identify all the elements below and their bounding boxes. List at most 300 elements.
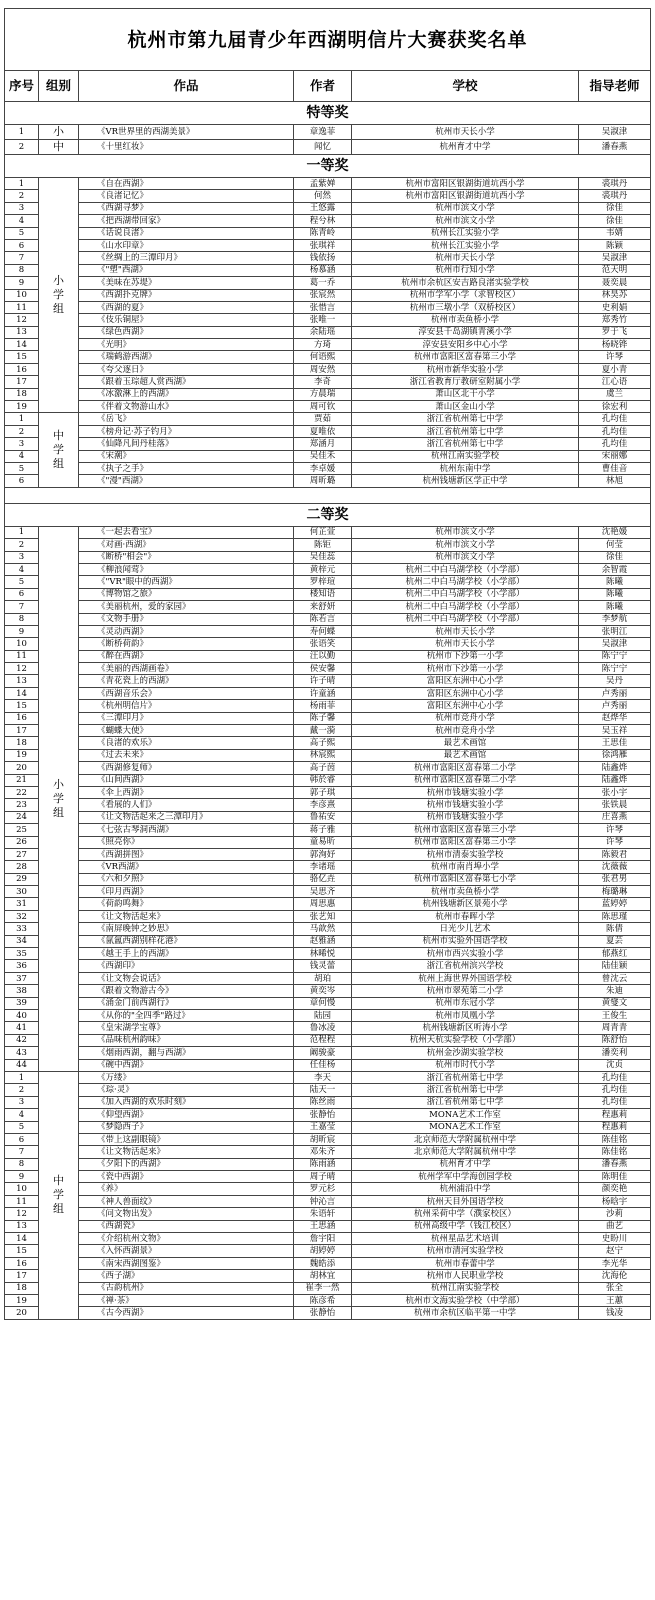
table-row: [5, 1010, 651, 1022]
author-name: 罗梓瑄: [294, 576, 352, 588]
row-index: 10: [5, 638, 39, 650]
teacher-name: 何莹: [579, 539, 651, 551]
table-row: [5, 301, 651, 313]
teacher-name: 庄喜燕: [579, 811, 651, 823]
row-index: 1: [5, 413, 39, 425]
row-index: 3: [5, 1096, 39, 1108]
work-title: 《看展的人们》: [79, 799, 294, 811]
teacher-name: 陈毅君: [579, 848, 651, 860]
teacher-name: 余智霞: [579, 563, 651, 575]
work-title: 《六和夕照》: [79, 873, 294, 885]
school-name: 浙江省杭州滨兴学校: [352, 960, 579, 972]
page-title: 杭州市第九届青少年西湖明信片大赛获奖名单: [5, 9, 651, 71]
table-row: [5, 1257, 651, 1269]
teacher-name: 聂奕晨: [579, 277, 651, 289]
author-name: 郭洵妤: [294, 848, 352, 860]
school-name: 浙江省杭州第七中学: [352, 438, 579, 450]
row-index: 32: [5, 910, 39, 922]
table-row: [5, 178, 651, 190]
work-title: 《伴着文物游山水》: [79, 401, 294, 413]
author-name: 童易昕: [294, 836, 352, 848]
author-name: 李诸瑶: [294, 861, 352, 873]
school-name: 北京师范大学附属杭州中学: [352, 1146, 579, 1158]
row-index: 5: [5, 227, 39, 239]
table-row: [5, 774, 651, 786]
author-name: 何芷萱: [294, 526, 352, 538]
teacher-name: 孔均佳: [579, 438, 651, 450]
school-name: 浙江省教育厅教研室附属小学: [352, 376, 579, 388]
table-row: [5, 799, 651, 811]
teacher-name: 许琴: [579, 351, 651, 363]
row-index: 13: [5, 675, 39, 687]
teacher-name: 张铁晨: [579, 799, 651, 811]
author-name: 马歆然: [294, 923, 352, 935]
teacher-name: 卢秀丽: [579, 700, 651, 712]
school-name: 浙江省杭州第七中学: [352, 1096, 579, 1108]
row-index: 12: [5, 314, 39, 326]
table-row: [5, 687, 651, 699]
row-index: 12: [5, 1208, 39, 1220]
teacher-name: 陈宁宁: [579, 650, 651, 662]
author-name: 何然: [294, 190, 352, 202]
teacher-name: 黄燮文: [579, 997, 651, 1009]
work-title: 《对画·西湖》: [79, 539, 294, 551]
work-title: 《蝴蝶大使》: [79, 725, 294, 737]
work-title: 《良渚记忆》: [79, 190, 294, 202]
header-index: 序号: [5, 71, 39, 102]
teacher-name: 李梦航: [579, 613, 651, 625]
row-index: 11: [5, 650, 39, 662]
teacher-name: 夏小青: [579, 363, 651, 375]
teacher-name: 郁燕红: [579, 948, 651, 960]
author-name: 陈青岭: [294, 227, 352, 239]
table-row: [5, 985, 651, 997]
table-row: [5, 712, 651, 724]
group-cell: [39, 1071, 79, 1319]
row-index: 9: [5, 277, 39, 289]
table-row: [5, 625, 651, 637]
school-name: 杭州市滨文小学: [352, 551, 579, 563]
author-name: 罗元杉: [294, 1183, 352, 1195]
teacher-name: 沈薇薇: [579, 861, 651, 873]
row-index: 6: [5, 475, 39, 487]
author-name: 陈丝雨: [294, 1096, 352, 1108]
school-name: MONA艺术工作室: [352, 1121, 579, 1133]
row-index: 12: [5, 663, 39, 675]
table-row: [5, 1233, 651, 1245]
work-title: 《瓷中西湖》: [79, 1171, 294, 1183]
work-title: 《让文物活起来之三潭印月》: [79, 811, 294, 823]
school-name: 杭州市富阳区富春第三小学: [352, 836, 579, 848]
author-name: 张唯一: [294, 314, 352, 326]
table-row: [5, 1133, 651, 1145]
row-index: 25: [5, 824, 39, 836]
row-index: 37: [5, 972, 39, 984]
teacher-name: 范天明: [579, 264, 651, 276]
work-title: 《问文物出发》: [79, 1208, 294, 1220]
teacher-name: 梅璐琳: [579, 886, 651, 898]
school-name: 萧山区金山小学: [352, 401, 579, 413]
teacher-name: 朱迪: [579, 985, 651, 997]
school-name: 杭州二中白马湖学校（小学部）: [352, 576, 579, 588]
table-row: [5, 1084, 651, 1096]
school-name: 杭州二中白马湖学校（小学部）: [352, 601, 579, 613]
author-name: 章何慢: [294, 997, 352, 1009]
author-name: 周思惠: [294, 898, 352, 910]
work-title: 《带上这副眼镜》: [79, 1133, 294, 1145]
work-title: 《"漫"西湖》: [79, 475, 294, 487]
author-name: 许童涵: [294, 687, 352, 699]
work-title: 《西湖的夏》: [79, 301, 294, 313]
row-index: 41: [5, 1022, 39, 1034]
school-name: 杭州市春蕾中学: [352, 1257, 579, 1269]
table-row: [5, 326, 651, 338]
teacher-name: 张明江: [579, 625, 651, 637]
author-name: 贾茹: [294, 413, 352, 425]
row-index: 19: [5, 401, 39, 413]
school-name: 杭州学军中学海创园学校: [352, 1171, 579, 1183]
row-index: 8: [5, 264, 39, 276]
row-index: 43: [5, 1047, 39, 1059]
table-row: [5, 588, 651, 600]
row-index: 5: [5, 1121, 39, 1133]
row-index: 5: [5, 462, 39, 474]
author-name: 余陆瑶: [294, 326, 352, 338]
author-name: 钟沁言: [294, 1195, 352, 1207]
school-name: 杭州市富阳区富春第七小学: [352, 873, 579, 885]
row-index: 7: [5, 252, 39, 264]
table-row: [5, 910, 651, 922]
teacher-name: 吴玉祥: [579, 725, 651, 737]
row-index: 9: [5, 1171, 39, 1183]
table-row: [5, 125, 651, 140]
school-name: 杭州采荷中学（濮家校区）: [352, 1208, 579, 1220]
school-name: 杭州育才中学: [352, 1158, 579, 1170]
teacher-name: 沈艳媛: [579, 526, 651, 538]
work-title: 《山间西湖》: [79, 774, 294, 786]
school-name: 杭州浦沿中学: [352, 1183, 579, 1195]
work-title: 《西湖音乐会》: [79, 687, 294, 699]
teacher-name: 李光华: [579, 1257, 651, 1269]
work-title: 《伞上西湖》: [79, 786, 294, 798]
school-name: 杭州市人民职业学校: [352, 1270, 579, 1282]
table-row: [5, 190, 651, 202]
work-title: 《跟着玉琮超人赏西湖》: [79, 376, 294, 388]
school-name: 杭州市余杭区安吉路良渚实验学校: [352, 277, 579, 289]
author-name: 侯安馨: [294, 663, 352, 675]
work-title: 《把西湖带回家》: [79, 215, 294, 227]
table-row: [5, 227, 651, 239]
row-index: 3: [5, 438, 39, 450]
table-row: [5, 663, 651, 675]
author-name: 林晞悦: [294, 948, 352, 960]
row-index: 1: [5, 178, 39, 190]
table-row: [5, 948, 651, 960]
author-name: 邓朱齐: [294, 1146, 352, 1158]
table-row: [5, 1208, 651, 1220]
table-row: [5, 700, 651, 712]
table-row: [5, 650, 651, 662]
school-name: 杭州二中白马湖学校（小学部）: [352, 563, 579, 575]
work-title: 《仰望西湖》: [79, 1109, 294, 1121]
work-title: 《伎乐铜屋》: [79, 314, 294, 326]
work-title: 《南宋西湖图鉴》: [79, 1257, 294, 1269]
author-name: 胡珀: [294, 972, 352, 984]
teacher-name: 潘奕利: [579, 1047, 651, 1059]
work-title: 《西湖印》: [79, 960, 294, 972]
teacher-name: 潘春燕: [579, 1158, 651, 1170]
school-name: 杭州东南中学: [352, 462, 579, 474]
work-title: 《冰激淋上的西湖》: [79, 388, 294, 400]
header-work: 作品: [79, 71, 294, 102]
teacher-name: 吴淑津: [579, 125, 651, 140]
row-index: 2: [5, 1084, 39, 1096]
teacher-name: 吴淑津: [579, 638, 651, 650]
row-index: 17: [5, 376, 39, 388]
header-teacher: 指导老师: [579, 71, 651, 102]
row-index: 2: [5, 539, 39, 551]
work-title: 《博物馆之旅》: [79, 588, 294, 600]
row-index: 26: [5, 836, 39, 848]
teacher-name: 徐佳: [579, 202, 651, 214]
row-index: 19: [5, 749, 39, 761]
school-name: 杭州市钱塘实验小学: [352, 786, 579, 798]
table-row: [5, 824, 651, 836]
table-row: [5, 1220, 651, 1232]
table-row: [5, 873, 651, 885]
table-row: [5, 413, 651, 425]
row-index: 1: [5, 1071, 39, 1083]
author-name: 黄梓元: [294, 563, 352, 575]
author-name: 李卓媛: [294, 462, 352, 474]
school-name: 杭州市余杭区临平第一中学: [352, 1307, 579, 1319]
header-author: 作者: [294, 71, 352, 102]
teacher-name: 陈佳铭: [579, 1133, 651, 1145]
table-row: [5, 401, 651, 413]
work-title: 《VR世界里的西湖美景》: [79, 125, 294, 140]
work-title: 《山水印章》: [79, 239, 294, 251]
table-row: [5, 960, 651, 972]
author-name: 吴佳禾: [294, 450, 352, 462]
school-name: 北京师范大学附属杭州中学: [352, 1133, 579, 1145]
author-name: 陆天一: [294, 1084, 352, 1096]
school-name: 杭州星品艺术培训: [352, 1233, 579, 1245]
teacher-name: 程惠莉: [579, 1121, 651, 1133]
teacher-name: 曾沈云: [579, 972, 651, 984]
row-index: 34: [5, 935, 39, 947]
author-name: 陈钜: [294, 539, 352, 551]
work-title: 《品味杭州韵味》: [79, 1034, 294, 1046]
work-title: 《荷韵鸣舞》: [79, 898, 294, 910]
group-cell: [39, 526, 79, 1071]
teacher-name: 陆佳颖: [579, 960, 651, 972]
row-index: 17: [5, 725, 39, 737]
author-name: 高子熙: [294, 737, 352, 749]
group-label: 中学组: [53, 1174, 64, 1216]
row-index: 17: [5, 1270, 39, 1282]
school-name: 杭州市钱塘实验小学: [352, 811, 579, 823]
author-name: 杨雨菲: [294, 700, 352, 712]
author-name: 闻忆: [294, 140, 352, 155]
author-name: 戴一漪: [294, 725, 352, 737]
row-index: 13: [5, 1220, 39, 1232]
teacher-name: 虞兰: [579, 388, 651, 400]
author-name: 方琦: [294, 339, 352, 351]
teacher-name: 徐宏利: [579, 401, 651, 413]
school-name: 杭州市清泰实验学校: [352, 848, 579, 860]
table-row: [5, 1282, 651, 1294]
table-row: [5, 388, 651, 400]
author-name: 寿何蝶: [294, 625, 352, 637]
row-index: 1: [5, 526, 39, 538]
table-row: [5, 289, 651, 301]
teacher-name: 赵宁: [579, 1245, 651, 1257]
work-title: 《断桥荷韵》: [79, 638, 294, 650]
teacher-name: 陈舒怡: [579, 1034, 651, 1046]
row-index: 28: [5, 861, 39, 873]
school-name: 浙江省杭州第七中学: [352, 425, 579, 437]
row-index: 11: [5, 301, 39, 313]
work-title: 《美味在苏堤》: [79, 277, 294, 289]
author-name: 陈若言: [294, 613, 352, 625]
author-name: 周子晴: [294, 1171, 352, 1183]
work-title: 《梦隐西子》: [79, 1121, 294, 1133]
author-name: 韩於睿: [294, 774, 352, 786]
teacher-name: 王思佳: [579, 737, 651, 749]
author-name: 鲁冰凌: [294, 1022, 352, 1034]
table-row: [5, 462, 651, 474]
teacher-name: 王俊生: [579, 1010, 651, 1022]
author-name: 胡林宜: [294, 1270, 352, 1282]
author-name: 方晨瑞: [294, 388, 352, 400]
teacher-name: 陈倩: [579, 923, 651, 935]
teacher-name: 郑秀竹: [579, 314, 651, 326]
school-name: 淳安县安阳乡中心小学: [352, 339, 579, 351]
work-title: 《从你的"全四季"路过》: [79, 1010, 294, 1022]
row-index: 18: [5, 1282, 39, 1294]
school-name: 浙江省杭州第七中学: [352, 413, 579, 425]
author-name: 詹宇阳: [294, 1233, 352, 1245]
table-row: [5, 836, 651, 848]
school-name: 杭州市滨文小学: [352, 526, 579, 538]
section-heading: 二等奖: [5, 503, 651, 526]
group-label: 小学组: [53, 777, 64, 819]
section-row: [5, 155, 651, 178]
school-name: 杭州市文海实验学校（中学部）: [352, 1294, 579, 1306]
table-row: [5, 551, 651, 563]
school-name: 富阳区东洲中心小学: [352, 675, 579, 687]
work-title: 《禅·茶》: [79, 1294, 294, 1306]
author-name: 张静怡: [294, 1307, 352, 1319]
school-name: 杭州市富阳区银湖街道坑西小学: [352, 190, 579, 202]
header-school: 学校: [352, 71, 579, 102]
school-name: 杭州市行知小学: [352, 264, 579, 276]
table-row: [5, 1071, 651, 1083]
table-row: [5, 1121, 651, 1133]
teacher-name: 钱凌: [579, 1307, 651, 1319]
table-row: [5, 376, 651, 388]
gap-cell: [5, 487, 651, 503]
teacher-name: 徐佳: [579, 215, 651, 227]
teacher-name: 史利娟: [579, 301, 651, 313]
work-title: 《西湖寻梦》: [79, 202, 294, 214]
table-row: [5, 215, 651, 227]
author-name: 胡婷婷: [294, 1245, 352, 1257]
author-name: 张艺知: [294, 910, 352, 922]
school-name: 淳安县千岛湖镇青溪小学: [352, 326, 579, 338]
work-title: 《神人兽面纹》: [79, 1195, 294, 1207]
table-row: [5, 539, 651, 551]
author-name: 来舒妍: [294, 601, 352, 613]
author-name: 李彦熹: [294, 799, 352, 811]
table-row: [5, 935, 651, 947]
row-index: 4: [5, 563, 39, 575]
work-title: 《西湖瓷》: [79, 1220, 294, 1232]
row-index: 16: [5, 1257, 39, 1269]
school-name: 萧山区北干小学: [352, 388, 579, 400]
row-index: 4: [5, 450, 39, 462]
teacher-name: 史盼川: [579, 1233, 651, 1245]
row-index: 18: [5, 737, 39, 749]
table-row: [5, 1195, 651, 1207]
teacher-name: 孔均佳: [579, 1071, 651, 1083]
row-index: 5: [5, 576, 39, 588]
row-index: 14: [5, 339, 39, 351]
school-name: 杭州市竞舟小学: [352, 712, 579, 724]
table-row: [5, 1307, 651, 1319]
work-title: 《美丽的西湖画卷》: [79, 663, 294, 675]
row-index: 15: [5, 700, 39, 712]
teacher-name: 许琴: [579, 824, 651, 836]
author-name: 朱语轩: [294, 1208, 352, 1220]
teacher-name: 卢秀丽: [579, 687, 651, 699]
row-index: 8: [5, 1158, 39, 1170]
group-cell: [39, 125, 79, 140]
table-row: [5, 1096, 651, 1108]
teacher-name: 宋丽娜: [579, 450, 651, 462]
school-name: 杭州长江实验小学: [352, 227, 579, 239]
table-row: [5, 749, 651, 761]
teacher-name: 江心语: [579, 376, 651, 388]
teacher-name: 吴丹: [579, 675, 651, 687]
teacher-name: 孔均佳: [579, 425, 651, 437]
work-title: 《岳飞》: [79, 413, 294, 425]
author-name: 范程程: [294, 1034, 352, 1046]
school-name: 杭州市滨文小学: [352, 539, 579, 551]
teacher-name: 陈曦: [579, 588, 651, 600]
author-name: 许子晴: [294, 675, 352, 687]
table-row: [5, 1245, 651, 1257]
school-name: 日光少儿艺术: [352, 923, 579, 935]
school-name: 杭州长江实验小学: [352, 239, 579, 251]
row-index: 16: [5, 363, 39, 375]
row-index: 42: [5, 1034, 39, 1046]
author-name: 任佳杨: [294, 1059, 352, 1071]
row-index: 6: [5, 239, 39, 251]
school-name: 杭州钱塘新区景苑小学: [352, 898, 579, 910]
teacher-name: 许琴: [579, 836, 651, 848]
table-row: [5, 363, 651, 375]
work-title: 《仙降凡间丹桂落》: [79, 438, 294, 450]
school-name: 杭州钱塘新区学正中学: [352, 475, 579, 487]
school-name: 最艺术画馆: [352, 737, 579, 749]
work-title: 《让文物会说话》: [79, 972, 294, 984]
table-row: [5, 848, 651, 860]
table-row: [5, 277, 651, 289]
teacher-name: 林旭: [579, 475, 651, 487]
school-name: 杭州市钱塘实验小学: [352, 799, 579, 811]
author-name: 周可钦: [294, 401, 352, 413]
